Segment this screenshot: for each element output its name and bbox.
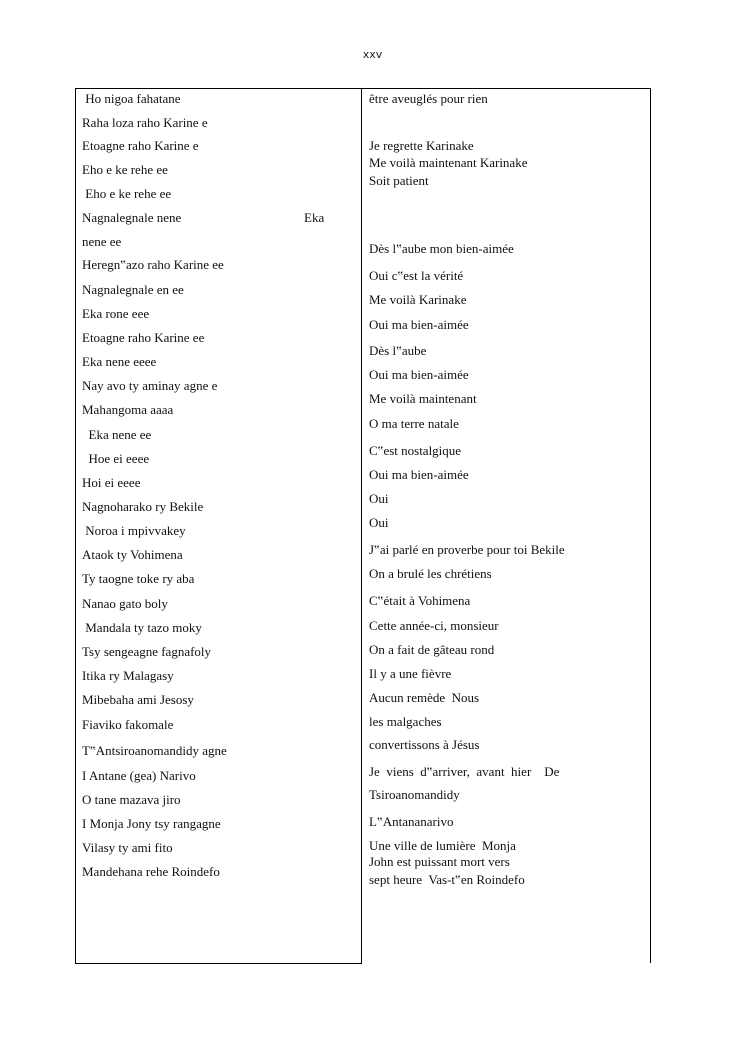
left-line: Nay avo ty aminay agne e [82,378,218,393]
right-line: Je regrette Karinake [369,138,474,153]
right-line: C‟était à Vohimena [369,593,471,608]
left-line: Heregn‟azo raho Karine ee [82,257,224,272]
right-line: Oui [369,515,389,530]
right-line: Soit patient [369,173,429,188]
right-line: être aveuglés pour rien [369,91,488,106]
left-line: Eka nene eeee [82,354,157,369]
left-line: Tsy sengeagne fagnafoly [82,644,212,659]
left-line: Etoagne raho Karine e [82,138,199,153]
left-line: Nagnalegnale en ee [82,282,184,297]
right-line: Cette année-ci, monsieur [369,618,499,633]
left-line: Raha loza raho Karine e [82,115,208,130]
right-line: On a fait de gâteau rond [369,642,495,657]
right-line: Je viens d‟arriver, avant hier De [369,764,560,779]
page-number: xxv [362,48,383,61]
left-line: Nanao gato boly [82,596,168,611]
right-line: Me voilà maintenant [369,391,477,406]
left-line: Etoagne raho Karine ee [82,330,205,345]
right-line: Oui [369,491,389,506]
right-line: Oui c‟est la vérité [369,268,464,283]
right-line: Oui ma bien-aimée [369,467,469,482]
right-line: C‟est nostalgique [369,443,462,458]
right-line: convertissons à Jésus [369,737,480,752]
left-line: Ho nigoa fahatane [82,91,181,106]
left-line: I Antane (gea) Narivo [82,768,196,783]
left-line: Eka rone eee [82,306,150,321]
left-line: Eho e ke rehe ee [82,162,168,177]
left-line: O tane mazava jiro [82,792,181,807]
table-border-right [650,88,651,963]
right-line: les malgaches [369,714,442,729]
right-line: Me voilà Karinake [369,292,467,307]
right-line: Il y a une fièvre [369,666,452,681]
left-line: Vilasy ty ami fito [82,840,173,855]
table-column-divider [361,88,362,964]
left-line: Eka nene ee [82,427,152,442]
right-line: Me voilà maintenant Karinake [369,155,528,170]
right-line: Dès l‟aube [369,343,427,358]
right-line: L‟Antananarivo [369,814,454,829]
right-line: Tsiroanomandidy [369,787,460,802]
left-line: I Monja Jony tsy rangagne [82,816,221,831]
left-line: Hoi ei eeee [82,475,141,490]
table-border-top [75,88,651,89]
right-line: On a brulé les chrétiens [369,566,492,581]
left-line: Mandehana rehe Roindefo [82,864,220,879]
left-line: Hoe ei eeee [82,451,150,466]
left-line-extra: Eka [304,210,325,225]
right-line: Dès l‟aube mon bien-aimée [369,241,514,256]
left-line: Nagnalegnale nene [82,210,182,225]
right-line: O ma terre natale [369,416,459,431]
left-line: Mibebaha ami Jesosy [82,692,194,707]
right-line: Aucun remède Nous [369,690,480,705]
left-line: Ataok ty Vohimena [82,547,183,562]
right-line: sept heure Vas-t‟en Roindefo [369,872,525,887]
left-line: Mahangoma aaaa [82,402,174,417]
right-line: Une ville de lumière Monja [369,838,516,853]
right-line: Oui ma bien-aimée [369,317,469,332]
table-border-bottom [75,963,362,964]
left-line: Itika ry Malagasy [82,668,174,683]
left-line: Fiaviko fakomale [82,717,174,732]
left-line: Mandala ty tazo moky [82,620,202,635]
left-line: Eho e ke rehe ee [82,186,172,201]
left-line: Nagnoharako ry Bekile [82,499,204,514]
left-line: nene ee [82,234,122,249]
left-line: Noroa i mpivvakey [82,523,186,538]
left-line: T‟Antsiroanomandidy agne [82,743,227,758]
right-line: Oui ma bien-aimée [369,367,469,382]
table-border-left [75,88,76,964]
left-line: Ty taogne toke ry aba [82,571,195,586]
right-line: J‟ai parlé en proverbe pour toi Bekile [369,542,565,557]
right-line: John est puissant mort vers [369,854,510,869]
